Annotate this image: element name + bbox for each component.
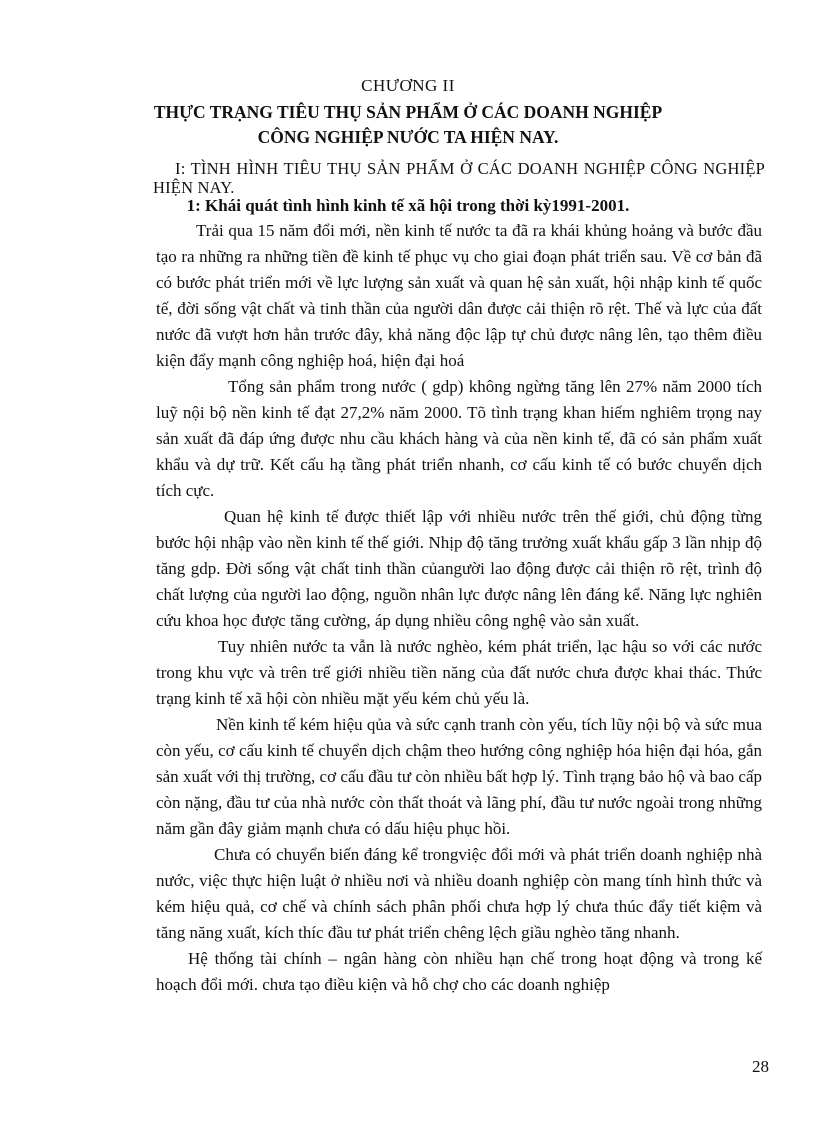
body-text xyxy=(156,218,762,998)
paragraph: Nền kinh tế kém hiệu qủa và sức cạnh tranh còn yếu, tích lũy nội bộ và sức mua còn yếu, cơ cấu kinh tế chuyển dịch chậm theo hướng công nghiệp hóa hiện đại hóa, gắn sản xuất với thị trường, cơ cấu đầu tư còn nhiều bất hợp lý. Tình trạng bảo hộ và bao cấp còn nặng, đầu tư của nhà nước còn thất thoát và lãng phí, đầu tư nước ngoài trong những năm gần đây giảm mạnh chưa có dấu hiệu phục hồi. xyxy=(156,715,762,838)
paragraph: Trải qua 15 năm đổi mới, nền kinh tế nước ta đã ra khái khủng hoảng và bước đầu tạo ra những ra những tiền đề kinh tế phục vụ cho giai đoạn phát triển sau. Về cơ bản đã có bước phát triển mới về lực lượng sản xuất và quan hệ sản xuất, hội nhập kinh tế quốc tế, đời sống vật chất và tinh thần của người dân được cải thiện rõ rệt. Thế và lực của đất nước đã vượt hơn hẳn trước đây, khả năng độc lập tự chủ được nâng lên, tạo thêm điều kiện đẩy mạnh công nghiệp hoá, hiện đại hoá xyxy=(156,221,762,370)
chapter-title xyxy=(110,100,706,150)
paragraph: Hệ thống tài chính – ngân hàng còn nhiều hạn chế trong hoạt động và trong kế hoạch đổi mới. chưa tạo điều kiện và hỗ chợ cho các doanh nghiệp xyxy=(156,949,762,994)
page-number: 28 xyxy=(752,1057,769,1076)
chapter-label: CHƯƠNG II xyxy=(361,76,455,95)
subsection-heading: 1: Khái quát tình hình kinh tế xã hội trong thời kỳ1991-2001. xyxy=(186,196,630,215)
chapter-title-line: THỰC TRẠNG TIÊU THỤ SẢN PHẨM Ở CÁC DOANH NGHIỆP xyxy=(153,102,663,122)
paragraph: Quan hệ kinh tế được thiết lập với nhiều nước trên thế giới, chủ động từng bước hội nhập vào nền kinh tế thế giới. Nhịp độ tăng trưởng xuất khẩu gấp 3 lần nhịp độ tăng gdp. Đời sống vật chất tinh thần củangười lao động được cải thiện rõ rệt, trình độ chất lượng của người lao động, nguồn nhân lực được nâng lên đáng kể. Năng lực nghiên cứu khoa học được tăng cường, áp dụng nhiều công nghệ vào sản xuất. xyxy=(156,507,762,630)
paragraph: Chưa có chuyển biến đáng kể trongviệc đổi mới và phát triển doanh nghiệp nhà nước, việc thực hiện luật ở nhiều nơi và nhiều doanh nghiệp còn mang tính hình thức và kém hiệu quả, cơ chế và chính sách phân phối chưa hợp lý chưa thúc đẩy tiết kiệm và tăng năng xuất, kích thíc đầu tư phát triển chêng lệch giầu nghèo tăng nhanh. xyxy=(156,845,762,942)
section-heading: I: TÌNH HÌNH TIÊU THỤ SẢN PHẨM Ở CÁC DOANH NGHIỆP CÔNG NGHIỆP HIỆN NAY. xyxy=(153,159,765,197)
paragraph: Tuy nhiên nước ta vẫn là nước nghèo, kém phát triển, lạc hậu so với các nước trong khu vực và trên trế giới nhiều tiền năng của đất nước chưa được khai thác. Thức trạng kinh tế xã hội còn nhiều mặt yếu kém chủ yếu là. xyxy=(156,637,762,708)
chapter-title-line: CÔNG NGHIỆP NƯỚC TA HIỆN NAY. xyxy=(257,127,559,147)
paragraph: Tổng sản phẩm trong nước ( gdp) không ngừng tăng lên 27% năm 2000 tích luỹ nội bộ nền kinh tế đạt 27,2% năm 2000. Tõ tình trạng khan hiếm nghiêm trọng nay sản xuất đã đáp ứng được nhu cầu khách hàng và của nền kinh tế, đã có sản phẩm xuất khẩu và dự trữ. Kết cấu hạ tầng phát triển nhanh, cơ cấu kinh tế có bước chuyển dịch tích cực. xyxy=(156,377,762,500)
